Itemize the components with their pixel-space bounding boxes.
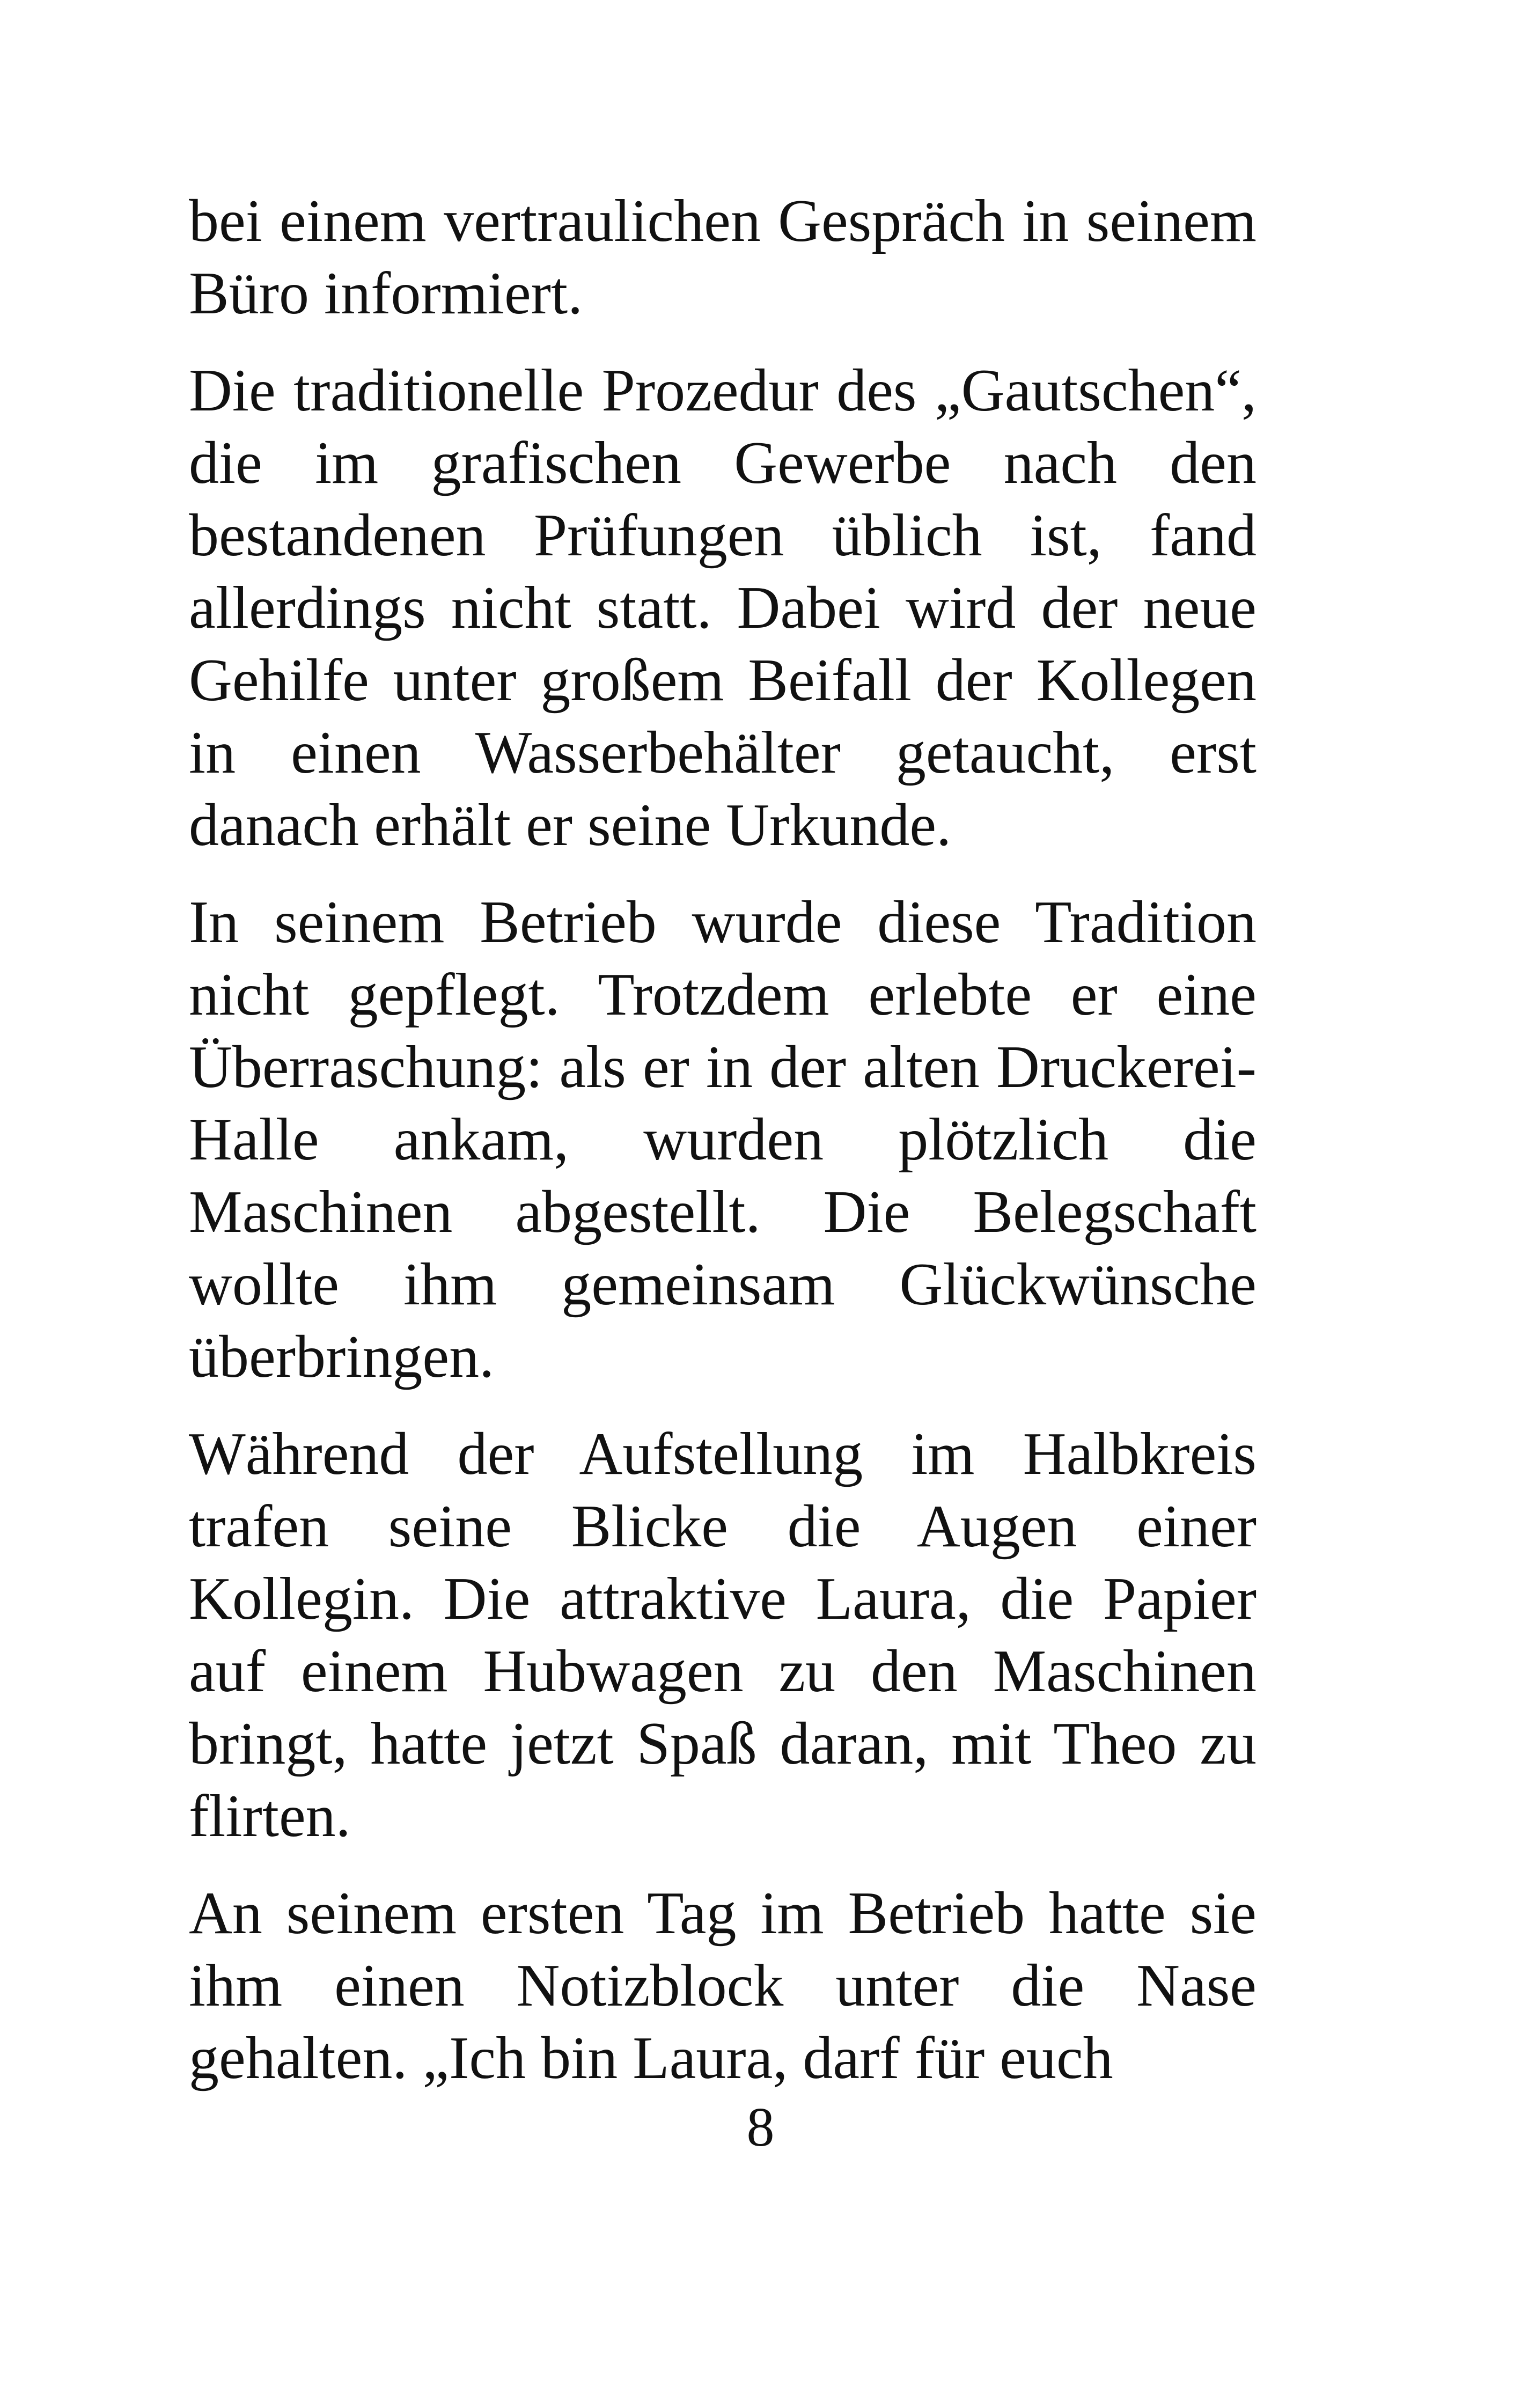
paragraph: An seinem ersten Tag im Betrieb hatte sie ihm einen Notizblock unter die Nase gehalten. „Ich bin Laura, darf für euch <box>189 1880 1257 2091</box>
paragraph: Die traditionelle Prozedur des „Gautschen“, die im grafischen Gewerbe nach den bestandenen Prüfungen üblich ist, fand allerdings nicht statt. Dabei wird der neue Gehilfe unter großem Beifall der Kollegen in einen Wasserbehälter getaucht, erst danach erhält er seine Urkunde. <box>189 357 1257 858</box>
page-number: 8 <box>746 2096 775 2158</box>
paragraph: In seinem Betrieb wurde diese Tradition nicht gepflegt. Trotzdem erlebte er eine Überraschung: als er in der alten Druckerei-Halle ankam, wurden plötzlich die Maschinen abgestellt. Die Belegschaft wollte ihm gemeinsam Glückwünsche überbringen. <box>189 889 1257 1390</box>
body-text <box>189 185 1257 2119</box>
paragraph: bei einem vertraulichen Gespräch in seinem Büro informiert. <box>189 188 1257 327</box>
paragraph: Während der Aufstellung im Halbkreis trafen seine Blicke die Augen einer Kollegin. Die attraktive Laura, die Papier auf einem Hubwagen zu den Maschinen bringt, hatte jetzt Spaß daran, mit Theo zu flirten. <box>189 1421 1257 1849</box>
